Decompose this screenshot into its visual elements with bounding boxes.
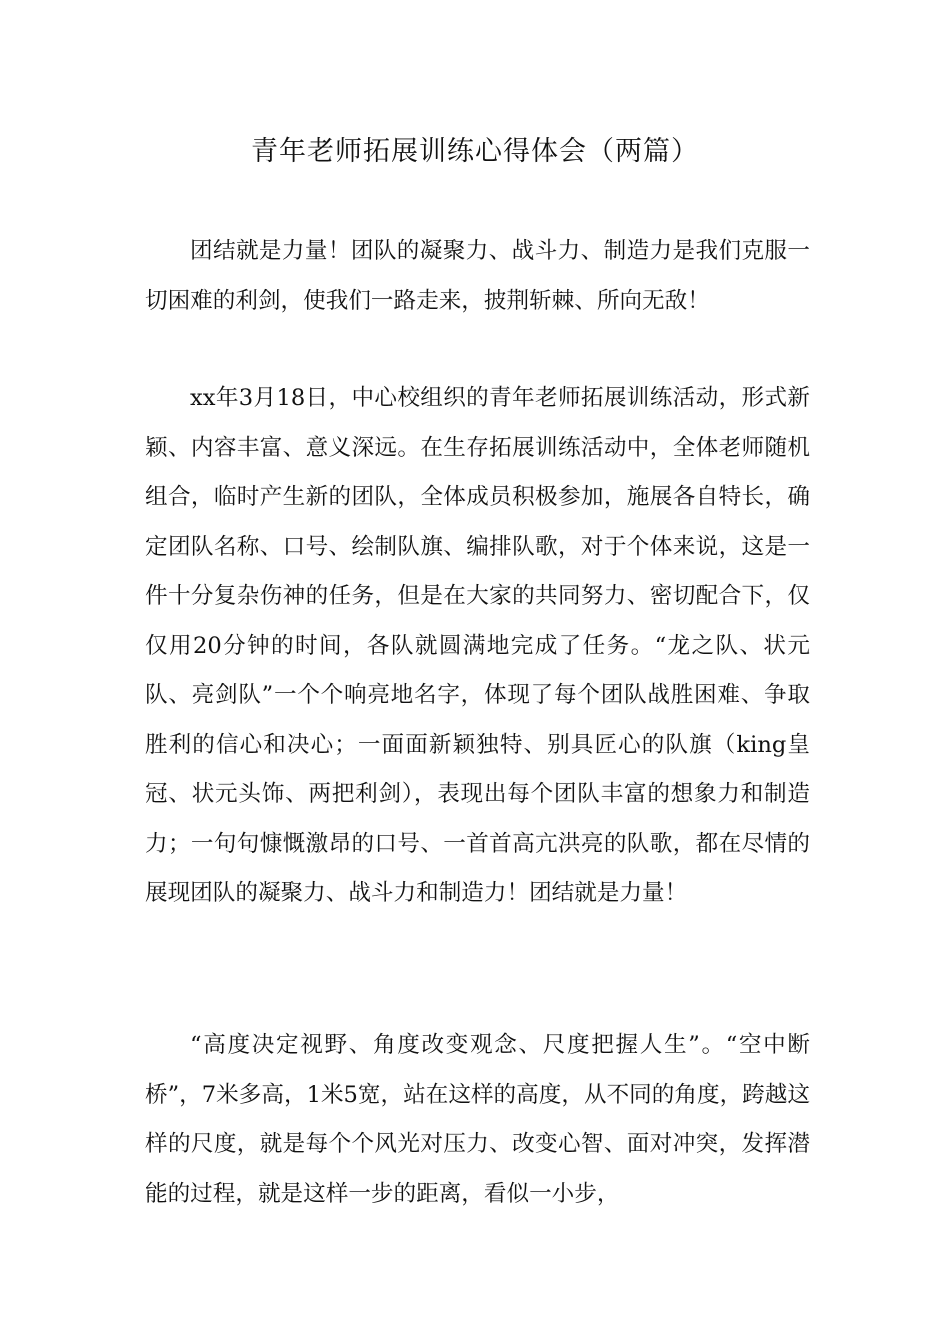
- paragraph-2: xx年3月18日，中心校组织的青年老师拓展训练活动，形式新颖、内容丰富、意义深远。在生存拓展训练活动中，全体老师随机组合，临时产生新的团队，全体成员积极参加，施展各自特长，确定团队名称、口号、绘制队旗、编排队歌，对于个体来说，这是一件十分复杂伤神的任务，但是在大家的共同努力、密切配合下，仅仅用20分钟的时间，各队就圆满地完成了任务。“龙之队、状元队、亮剑队”一个个响亮地名字，体现了每个团队战胜困难、争取胜利的信心和决心；一面面新颖独特、别具匠心的队旗（king皇冠、状元头饰、两把利剑），表现出每个团队丰富的想象力和制造力；一句句慷慨激昂的口号、一首首高亢洪亮的队歌，都在尽情的展现团队的凝聚力、战斗力和制造力！团结就是力量！: [145, 385, 810, 906]
- document-title: 青年老师拓展训练心得体会（两篇）: [251, 136, 699, 167]
- paragraph-3: “高度决定视野、角度改变观念、尺度把握人生”。“空中断桥”，7米多高，1米5宽，站在这样的高度，从不同的角度，跨越这样的尺度，就是每个个风光对压力、改变心智、面对冲突，发挥潜能的过程，就是这样一步的距离，看似一小步，: [145, 1032, 810, 1207]
- paragraph-1: 团结就是力量！团队的凝聚力、战斗力、制造力是我们克服一切困难的利剑，使我们一路走来，披荆斩棘、所向无敌！: [145, 238, 810, 314]
